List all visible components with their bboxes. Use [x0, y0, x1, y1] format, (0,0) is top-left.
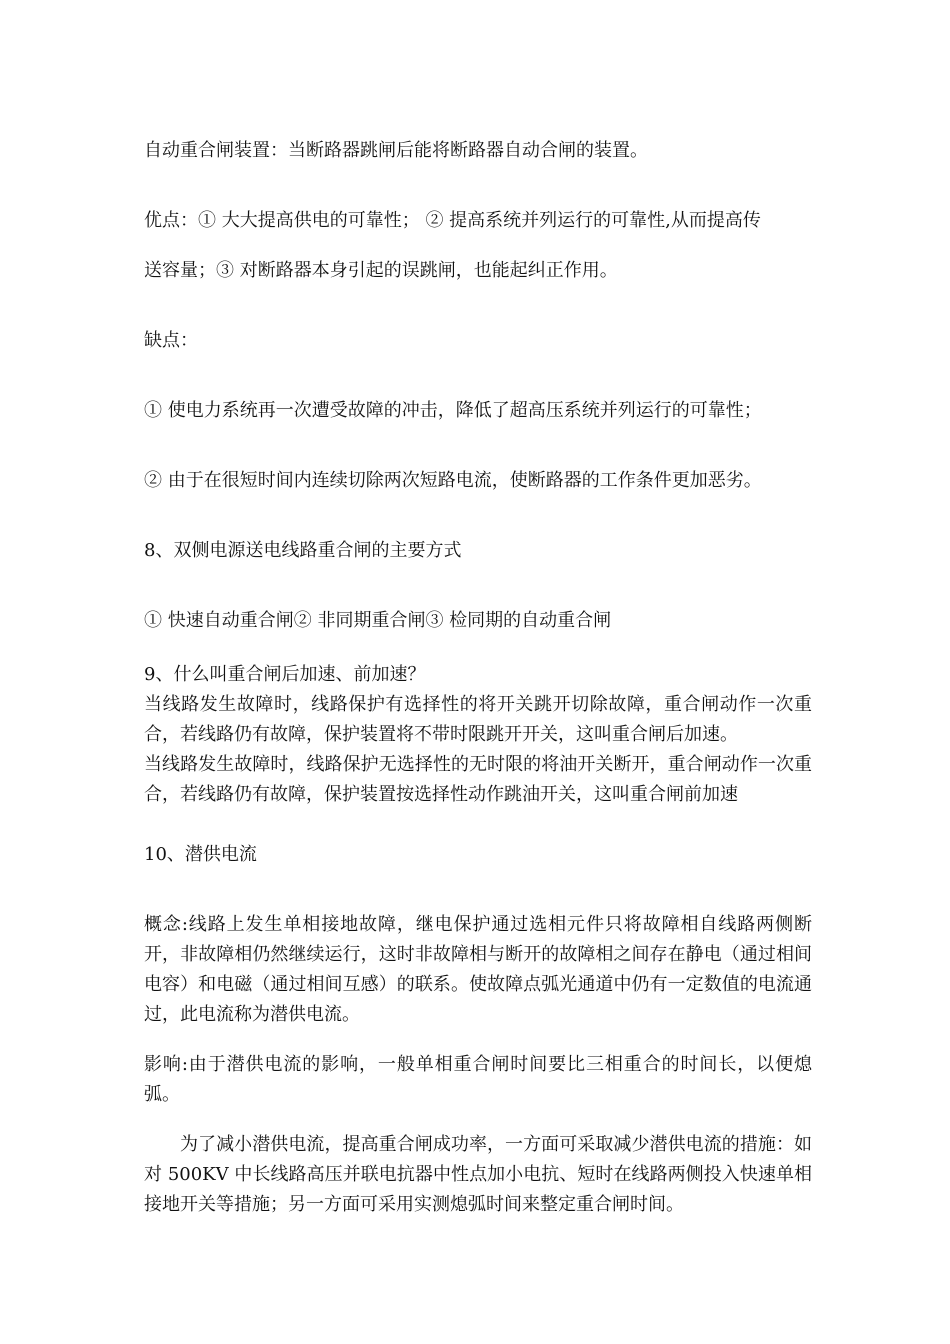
reclose-modes: ① 快速自动重合闸② 非同期重合闸③ 检同期的自动重合闸 — [144, 610, 612, 631]
concept-paragraph: 概念:线路上发生单相接地故障，继电保护通过选相元件只将故障相自线路两侧断开，非故障相仍然继续运行，这时非故障相与断开的故障相之间存在静电（通过相间电容）和电磁（通过相间互感）的联系。使故障点弧光通道中仍有一定数值的电流通过，此电流称为潜供电流。 — [144, 914, 812, 1025]
disadvantage-1: ① 使电力系统再一次遭受故障的冲击，降低了超高压系统并列运行的可靠性； — [144, 400, 762, 421]
disadvantage-2: ② 由于在很短时间内连续切除两次短路电流，使断路器的工作条件更加恶劣。 — [144, 470, 762, 491]
heading-8: 8、双侧电源送电线路重合闸的主要方式 — [144, 540, 462, 561]
after-acceleration-paragraph: 当线路发生故障时，线路保护有选择性的将开关跳开切除故障，重合闸动作一次重合，若线路仍有故障，保护装置将不带时限跳开开关，这叫重合闸后加速。 — [144, 694, 812, 745]
before-acceleration-paragraph: 当线路发生故障时，线路保护无选择性的无时限的将油开关断开，重合闸动作一次重合，若线路仍有故障，保护装置按选择性动作跳油开关，这叫重合闸前加速 — [144, 754, 812, 805]
autoreclose-definition: 自动重合闸装置：当断路器跳闸后能将断路器自动合闸的装置。 — [144, 140, 648, 161]
measures-paragraph: 为了减小潜供电流，提高重合闸成功率，一方面可采取减少潜供电流的措施：如对 500KV 中长线路高压并联电抗器中性点加小电抗、短时在线路两侧投入快速单相接地开关等措施；另一方面可采用实测熄弧时间来整定重合闸时间。 — [144, 1134, 812, 1215]
advantages-line-1: 优点：① 大大提高供电的可靠性； ② 提高系统并列运行的可靠性,从而提高传 — [144, 210, 761, 231]
heading-9: 9、什么叫重合闸后加速、前加速？ — [144, 664, 426, 685]
influence-paragraph: 影响:由于潜供电流的影响，一般单相重合闸时间要比三相重合的时间长，以便熄弧。 — [144, 1054, 812, 1105]
disadvantages-label: 缺点： — [144, 330, 198, 351]
heading-10: 10、潜供电流 — [144, 844, 257, 865]
advantages-line-2: 送容量；③ 对断路器本身引起的误跳闸，也能起纠正作用。 — [144, 260, 618, 281]
